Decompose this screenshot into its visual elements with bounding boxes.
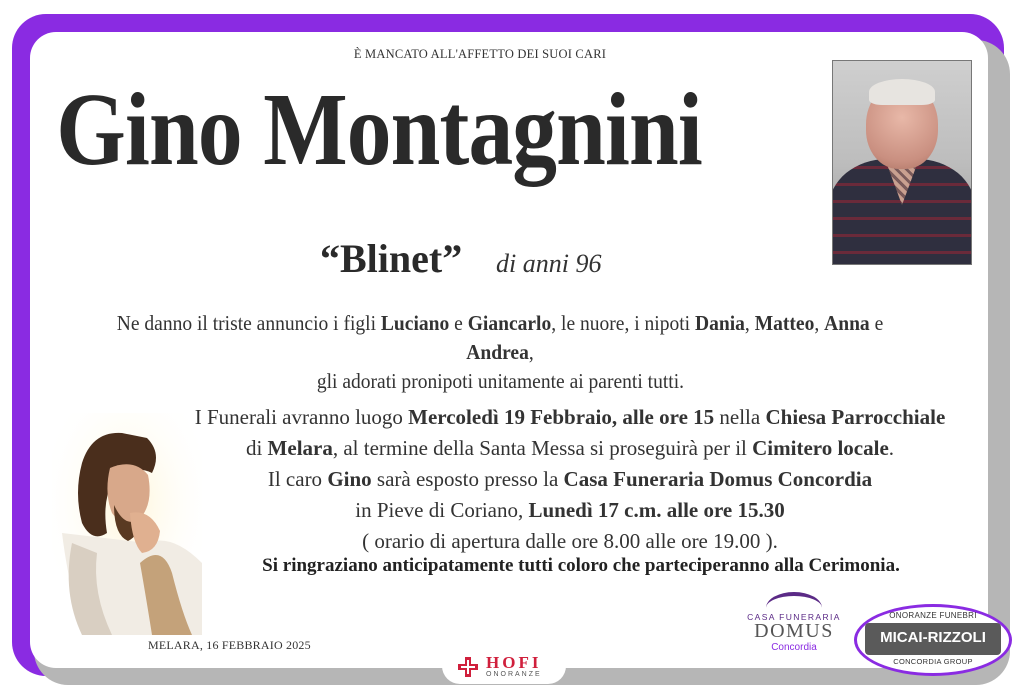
funeral-line-2: di Melara, al termine della Santa Messa si proseguirà per il Cimitero locale. [245, 436, 895, 460]
domus-line-1: CASA FUNERARIA [747, 612, 841, 622]
funeral-line-1: I Funerali avranno luogo Mercoledì 19 Febbraio, alle ore 15 nella Chiesa Parrocchiale [194, 405, 946, 429]
thanks-line: Si ringraziano anticipatamente tutti coloro che parteciperanno alla Cerimonia. [262, 555, 900, 576]
micai-name: MICAI-RIZZOLI [880, 629, 986, 646]
funeral-line-5: ( orario di apertura dalle ore 8.00 alle ore 19.00 ). [362, 529, 778, 553]
deceased-name: Gino Montagnini [56, 72, 702, 187]
nickname: “Blinet” [320, 236, 463, 281]
domus-line-3: Concordia [771, 642, 817, 653]
micai-bottom-text: CONCORDIA GROUP [893, 657, 973, 666]
announcement-line-1: Ne danno il triste annuncio i figli Luciano e Giancarlo, le nuore, i nipoti Dania, Matteo, Anna e Andrea, [116, 311, 884, 364]
hofi-sub: ONORANZE [486, 671, 542, 678]
micai-rizzoli-logo [854, 604, 1012, 676]
announcement-paragraph [60, 309, 940, 396]
hofi-logo [442, 648, 566, 684]
hofi-word: HOFI [486, 653, 542, 672]
age-text: di anni 96 [496, 249, 602, 278]
funeral-line-3: Il caro Gino sarà esposto presso la Casa Funeraria Domus Concordia [267, 467, 873, 491]
micai-top-text: ONORANZE FUNEBRI [889, 611, 977, 620]
photo-hair [869, 79, 935, 105]
announcement-line-2: gli adorati pronipoti unitamente ai parenti tutti. [316, 369, 684, 393]
place-date: MELARA, 16 FEBBRAIO 2025 [148, 638, 311, 652]
top-caption: È MANCATO ALL'AFFETTO DEI SUOI CARI [353, 47, 607, 61]
funeral-details [170, 402, 970, 557]
portrait-photo [832, 60, 972, 265]
hofi-cross-icon [458, 657, 478, 677]
domus-line-2: DOMUS [754, 620, 834, 642]
domus-logo [744, 592, 844, 652]
funeral-line-4: in Pieve di Coriano, Lunedì 17 c.m. alle ore 15.30 [355, 498, 785, 522]
